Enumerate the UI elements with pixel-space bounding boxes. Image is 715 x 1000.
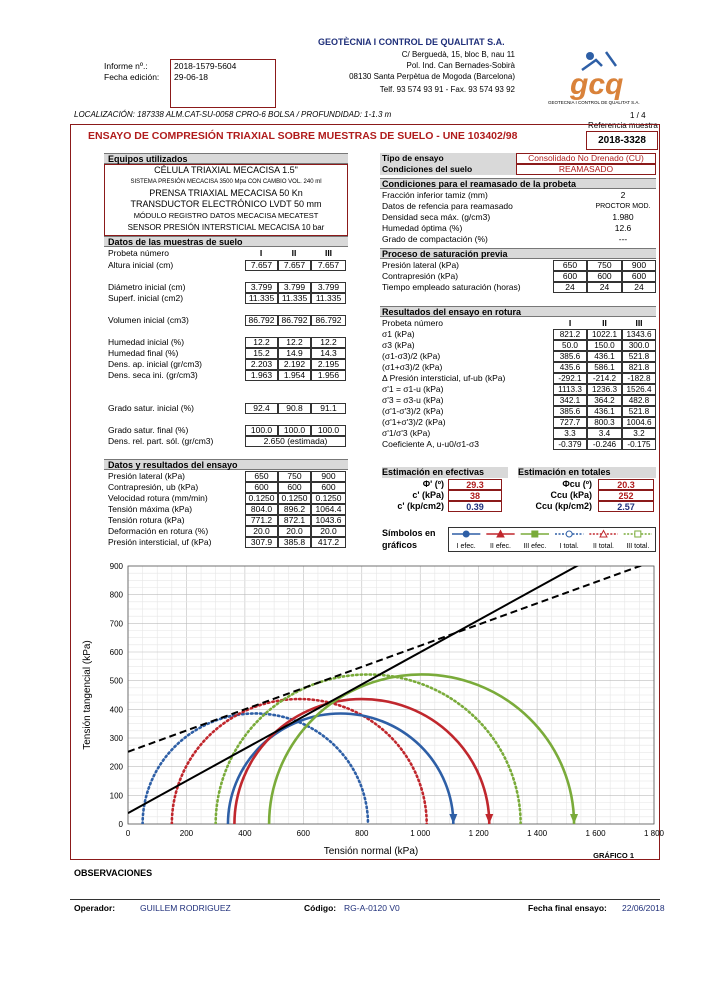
row-label: Tensión máxima (kPa) bbox=[108, 504, 193, 514]
company-address-3: 08130 Santa Perpètua de Mogoda (Barcelona) bbox=[349, 72, 515, 81]
x-tick-label: 1 600 bbox=[585, 829, 606, 838]
legend-item bbox=[589, 531, 617, 551]
informe-label: Informe nº.: bbox=[104, 61, 148, 71]
value-cell: 1.980 bbox=[590, 212, 656, 223]
legend-marker bbox=[463, 531, 469, 537]
row-label: Tiempo empleado saturación (horas) bbox=[382, 282, 521, 292]
value-cell: 11.335 bbox=[245, 293, 278, 304]
mohr-chart-svg bbox=[74, 560, 665, 860]
x-tick-label: 400 bbox=[238, 829, 252, 838]
total-value: 20.3 bbox=[598, 479, 654, 490]
x-tick-label: 1 000 bbox=[410, 829, 431, 838]
estimacion-section bbox=[380, 467, 656, 517]
legend-item bbox=[452, 531, 480, 550]
value-cell: 436.1 bbox=[587, 351, 622, 362]
equipo-item: MÓDULO REGISTRO DATOS MECACISA MECATEST bbox=[133, 211, 319, 220]
efectiva-value: 38 bbox=[448, 490, 502, 501]
ensayo-section bbox=[104, 459, 348, 554]
legend-label: III efec. bbox=[523, 543, 547, 550]
value-cell: 20.0 bbox=[278, 526, 311, 537]
row-label: Humedad final (%) bbox=[108, 348, 179, 358]
legend-item bbox=[555, 531, 583, 550]
value-cell: 771.2 bbox=[245, 515, 278, 526]
logo-icon bbox=[556, 42, 656, 106]
row-label: σ3 (kPa) bbox=[382, 340, 415, 350]
col-header-iii: III bbox=[324, 248, 333, 258]
row-label: (σ'1+σ'3)/2 (kPa) bbox=[382, 417, 446, 427]
mohr-chart bbox=[74, 560, 665, 860]
row-label: σ'1 = σ1-u (kPa) bbox=[382, 384, 444, 394]
company-name: GEOTÈCNIA I CONTROL DE QUALITAT S.A. bbox=[318, 37, 505, 47]
legend-marker bbox=[532, 531, 538, 537]
codigo-value: RG-A-0120 V0 bbox=[344, 903, 400, 913]
row-label: Presión intersticial, uf (kPa) bbox=[108, 537, 212, 547]
tipo-value: Consolidado No Drenado (CU) bbox=[516, 153, 656, 164]
x-tick-label: 200 bbox=[179, 829, 194, 838]
value-cell: 1526.4 bbox=[622, 384, 656, 395]
value-cell: 750 bbox=[278, 471, 311, 482]
value-cell: 1236.3 bbox=[587, 384, 622, 395]
circle-end-marker bbox=[449, 814, 457, 824]
legend-label: I total. bbox=[559, 543, 579, 550]
row-label: Densidad seca máx. (g/cm3) bbox=[382, 212, 491, 222]
chart-caption: GRÁFICO 1 bbox=[593, 851, 634, 860]
footer-rule bbox=[70, 899, 660, 900]
value-cell: 3.3 bbox=[553, 428, 587, 439]
company-address-2: Pol. Ind. Can Bernades-Sobirà bbox=[406, 61, 515, 70]
value-cell: 12.2 bbox=[278, 337, 311, 348]
total-value: 2.57 bbox=[598, 501, 654, 512]
value-cell: 86.792 bbox=[311, 315, 346, 326]
efectivas-title: Estimación en efectivas bbox=[382, 467, 508, 478]
value-cell: 900 bbox=[622, 260, 656, 271]
value-cell: --- bbox=[590, 234, 656, 245]
value-cell: 600 bbox=[278, 482, 311, 493]
rotura-probeta-label: Probeta número bbox=[382, 318, 443, 328]
value-cell: 150.0 bbox=[587, 340, 622, 351]
value-cell: 7.657 bbox=[311, 260, 346, 271]
y-tick-label: 0 bbox=[118, 820, 123, 829]
legend-item bbox=[624, 531, 652, 550]
row-label: (σ1-σ3)/2 (kPa) bbox=[382, 351, 441, 361]
value-cell: 3.2 bbox=[622, 428, 656, 439]
value-cell: 750 bbox=[587, 260, 622, 271]
value-cell: 1043.6 bbox=[311, 515, 346, 526]
simbolos-section bbox=[380, 527, 656, 553]
row-label: Δ Presión intersticial, uf-ub (kPa) bbox=[382, 373, 506, 383]
value-cell: 12.2 bbox=[245, 337, 278, 348]
value-cell: 92.4 bbox=[245, 403, 278, 414]
value-cell: 2.203 bbox=[245, 359, 278, 370]
mohr-circle-effective bbox=[269, 674, 574, 824]
legend-label: II efec. bbox=[489, 543, 512, 550]
value-cell: 100.0 bbox=[311, 425, 346, 436]
value-cell: -214.2 bbox=[587, 373, 622, 384]
fecha-final-label: Fecha final ensayo: bbox=[528, 903, 607, 913]
row-label: Humedad óptima (%) bbox=[382, 223, 463, 233]
legend-label: II total. bbox=[592, 543, 615, 550]
fecha-edicion-label: Fecha edición: bbox=[104, 72, 160, 82]
y-tick-label: 700 bbox=[109, 619, 123, 629]
ensayo-title: Datos y resultados del ensayo bbox=[104, 459, 348, 470]
value-cell: 521.8 bbox=[622, 351, 656, 362]
circle-end-marker bbox=[485, 814, 493, 824]
value-cell: 11.335 bbox=[278, 293, 311, 304]
row-label: Grado de compactación (%) bbox=[382, 234, 488, 244]
report-title: ENSAYO DE COMPRESIÓN TRIAXIAL SOBRE MUESTRAS DE SUELO - UNE 103402/98 bbox=[88, 130, 518, 142]
value-cell: 15.2 bbox=[245, 348, 278, 359]
value-cell: 90.8 bbox=[278, 403, 311, 414]
mohr-circle-total bbox=[216, 674, 521, 824]
value-cell: 521.8 bbox=[622, 406, 656, 417]
value-cell: 1004.6 bbox=[622, 417, 656, 428]
efectiva-value: 0.39 bbox=[448, 501, 502, 512]
row-label: Dens. ap. inicial (gr/cm3) bbox=[108, 359, 203, 369]
col-header-ii: II bbox=[291, 248, 297, 258]
tipo-label: Tipo de ensayo bbox=[382, 153, 444, 163]
efectiva-value: 29.3 bbox=[448, 479, 502, 490]
legend-marker bbox=[635, 531, 641, 537]
row-label: Datos de refencia para reamasado bbox=[382, 201, 513, 211]
value-cell: 91.1 bbox=[311, 403, 346, 414]
equipos-section bbox=[104, 153, 348, 236]
value-cell: 342.1 bbox=[553, 395, 587, 406]
rotura-col-ii: II bbox=[602, 318, 607, 328]
value-cell: 600 bbox=[587, 271, 622, 282]
row-label: Coeficiente A, u-u0/σ1-σ3 bbox=[382, 439, 479, 449]
condiciones-label: Condiciones del suelo bbox=[382, 164, 473, 174]
y-tick-label: 100 bbox=[109, 791, 123, 801]
value-cell: 435.6 bbox=[553, 362, 587, 373]
value-cell: 1113.3 bbox=[553, 384, 587, 395]
x-tick-label: 800 bbox=[355, 829, 369, 838]
fecha-final-value: 22/06/2018 bbox=[622, 903, 665, 913]
value-cell: -182.8 bbox=[622, 373, 656, 384]
value-cell: 2.195 bbox=[311, 359, 346, 370]
value-cell: 1.963 bbox=[245, 370, 278, 381]
value-cell: 417.2 bbox=[311, 537, 346, 548]
equipo-item: TRANSDUCTOR ELECTRÓNICO LVDT 50 mm bbox=[130, 199, 322, 209]
saturacion-section bbox=[380, 248, 656, 296]
value-cell: 821.2 bbox=[553, 329, 587, 340]
x-axis-label: Tensión normal (kPa) bbox=[323, 846, 419, 857]
reamasado-title: Condiciones para el reamasado de la probeta bbox=[380, 178, 656, 189]
simbolos-legend bbox=[448, 527, 656, 552]
value-cell: 650 bbox=[553, 260, 587, 271]
value-cell: 385.6 bbox=[553, 406, 587, 417]
efectiva-label: c' (kPa) bbox=[412, 490, 444, 500]
value-cell: 0.1250 bbox=[311, 493, 346, 504]
rotura-col-i: I bbox=[568, 318, 572, 328]
equipo-item: SENSOR PRESIÓN INTERSTICIAL MECACISA 10 bar bbox=[127, 223, 325, 232]
x-tick-label: 0 bbox=[125, 829, 131, 838]
page-number: 1 / 4 bbox=[630, 111, 646, 120]
value-cell: 1343.6 bbox=[622, 329, 656, 340]
codigo-label: Código: bbox=[304, 903, 337, 913]
value-cell: 821.8 bbox=[622, 362, 656, 373]
equipo-item: PRENSA TRIAXIAL MECACISA 50 Kn bbox=[149, 188, 303, 198]
legend-label: III total. bbox=[626, 543, 650, 550]
value-cell: 600 bbox=[311, 482, 346, 493]
value-cell: 50.0 bbox=[553, 340, 587, 351]
legend-item bbox=[486, 531, 514, 551]
value-cell: 900 bbox=[311, 471, 346, 482]
y-tick-label: 600 bbox=[109, 648, 123, 657]
row-label: Presión lateral (kPa) bbox=[382, 260, 460, 270]
efectiva-label: c' (kp/cm2) bbox=[397, 501, 444, 511]
value-cell: 1.954 bbox=[278, 370, 311, 381]
row-label: Contrapresión, ub (kPa) bbox=[108, 482, 199, 492]
row-label: Dens. seca ini. (gr/cm3) bbox=[108, 370, 198, 380]
y-tick-label: 300 bbox=[109, 734, 123, 743]
legend-label: I efec. bbox=[456, 543, 476, 550]
value-cell: 20.0 bbox=[311, 526, 346, 537]
value-cell: 86.792 bbox=[278, 315, 311, 326]
row-label: (σ'1-σ'3)/2 (kPa) bbox=[382, 406, 444, 416]
row-label: Superf. inicial (cm2) bbox=[108, 293, 184, 303]
logo-text: gcq bbox=[570, 68, 624, 101]
value-cell: 11.335 bbox=[311, 293, 346, 304]
value-cell: 307.9 bbox=[245, 537, 278, 548]
value-cell: 12.2 bbox=[311, 337, 346, 348]
mohr-circle-total bbox=[143, 713, 368, 824]
row-label: Volumen inicial (cm3) bbox=[108, 315, 189, 325]
total-value: 252 bbox=[598, 490, 654, 501]
ref-value: 2018-3328 bbox=[586, 131, 658, 150]
y-tick-label: 200 bbox=[109, 762, 123, 772]
row-label: σ'1/σ'3 (kPa) bbox=[382, 428, 431, 438]
y-tick-label: 500 bbox=[109, 676, 123, 686]
value-cell: 364.2 bbox=[587, 395, 622, 406]
row-label: Tensión rotura (kPa) bbox=[108, 515, 185, 525]
value-cell: 2.192 bbox=[278, 359, 311, 370]
company-address-1: C/ Berguedà, 15, bloc B, nau 11 bbox=[401, 50, 515, 59]
row-label: Deformación en rotura (%) bbox=[108, 526, 209, 536]
logo-caption: GEOTECNIA I CONTROL DE QUALITAT S.A. bbox=[548, 100, 640, 105]
row-label: Diámetro inicial (cm) bbox=[108, 282, 186, 292]
condiciones-value: REAMASADO bbox=[516, 164, 656, 175]
equipos-title: Equipos utilizados bbox=[104, 153, 348, 164]
simbolos-title-2: gráficos bbox=[382, 540, 418, 550]
value-cell: 300.0 bbox=[622, 340, 656, 351]
row-label: Contrapresión (kPa) bbox=[382, 271, 459, 281]
legend-graphics bbox=[449, 528, 655, 551]
value-cell: 100.0 bbox=[278, 425, 311, 436]
x-tick-label: 1 800 bbox=[643, 829, 665, 838]
equipos-list bbox=[104, 164, 348, 236]
fecha-edicion-value: 29-06-18 bbox=[174, 72, 209, 82]
efectiva-label: Φ' (º) bbox=[422, 479, 444, 489]
dens-part-label: Dens. rel. part. sól. (gr/cm3) bbox=[108, 436, 214, 446]
value-cell: -0.246 bbox=[587, 439, 622, 450]
value-cell: -292.1 bbox=[553, 373, 587, 384]
ref-label: Referencia muestra bbox=[588, 121, 658, 130]
value-cell: 24 bbox=[622, 282, 656, 293]
value-cell: 650 bbox=[245, 471, 278, 482]
value-cell: 1022.1 bbox=[587, 329, 622, 340]
value-cell: 804.0 bbox=[245, 504, 278, 515]
saturacion-title: Proceso de saturación previa bbox=[380, 248, 656, 259]
value-cell: 1.956 bbox=[311, 370, 346, 381]
value-cell: 800.3 bbox=[587, 417, 622, 428]
row-label: σ1 (kPa) bbox=[382, 329, 415, 339]
rotura-title: Resultados del ensayo en rotura bbox=[380, 306, 656, 317]
value-cell: 14.3 bbox=[311, 348, 346, 359]
row-label: Presión lateral (kPa) bbox=[108, 471, 186, 481]
value-cell: 385.6 bbox=[553, 351, 587, 362]
value-cell: 24 bbox=[587, 282, 622, 293]
x-tick-label: 1 400 bbox=[527, 829, 548, 838]
value-cell: 3.4 bbox=[587, 428, 622, 439]
total-label: Ccu (kp/cm2) bbox=[535, 501, 592, 511]
observaciones-label: OBSERVACIONES bbox=[74, 868, 153, 878]
value-cell: 600 bbox=[553, 271, 587, 282]
row-label: Velocidad rotura (mm/min) bbox=[108, 493, 208, 503]
value-cell: 0.1250 bbox=[245, 493, 278, 504]
value-cell: -0.175 bbox=[622, 439, 656, 450]
equipo-item: SISTEMA PRESIÓN MECACISA 3500 Mpa CON CAMBIO VOL. 240 ml bbox=[130, 179, 322, 185]
operador-value: GUILLEM RODRIGUEZ bbox=[140, 903, 231, 913]
value-cell: 3.799 bbox=[311, 282, 346, 293]
simbolos-title-1: Símbolos en bbox=[382, 528, 436, 538]
dens-part-value: 2.650 (estimada) bbox=[245, 436, 346, 447]
rotura-section bbox=[380, 306, 656, 456]
tipo-section bbox=[380, 153, 656, 177]
row-label: σ'3 = σ3-u (kPa) bbox=[382, 395, 444, 405]
value-cell: 3.799 bbox=[278, 282, 311, 293]
company-phone: Telf. 93 574 93 91 - Fax. 93 574 93 92 bbox=[379, 85, 515, 94]
row-label: Humedad inicial (%) bbox=[108, 337, 185, 347]
value-cell: 482.8 bbox=[622, 395, 656, 406]
value-cell: 1064.4 bbox=[311, 504, 346, 515]
muestras-section bbox=[104, 236, 348, 458]
row-label: Fracción inferior tamiz (mm) bbox=[382, 190, 488, 200]
x-tick-label: 1 200 bbox=[468, 829, 489, 838]
legend-marker bbox=[566, 531, 572, 537]
value-cell: 2 bbox=[590, 190, 656, 201]
col-header-i: I bbox=[259, 248, 263, 258]
informe-value: 2018-1579-5604 bbox=[174, 61, 237, 71]
value-cell: 872.1 bbox=[278, 515, 311, 526]
value-cell: 12.6 bbox=[590, 223, 656, 234]
y-axis-label: Tensión tangencial (kPa) bbox=[82, 640, 93, 750]
legend-item bbox=[521, 531, 549, 550]
value-cell: 20.0 bbox=[245, 526, 278, 537]
total-label: Ccu (kPa) bbox=[550, 490, 592, 500]
y-tick-label: 900 bbox=[109, 562, 123, 571]
y-tick-label: 400 bbox=[109, 705, 123, 715]
localizacion: LOCALIZACIÓN: 187338 ALM.CAT-SU-0058 CPRO-6 BOLSA / PROFUNDIDAD: 1-1.3 m bbox=[74, 110, 392, 119]
value-cell: 436.1 bbox=[587, 406, 622, 417]
rotura-col-iii: III bbox=[635, 318, 643, 328]
value-cell: 896.2 bbox=[278, 504, 311, 515]
operador-label: Operador: bbox=[74, 903, 116, 913]
circle-end-marker bbox=[570, 814, 578, 824]
total-label: Φcu (º) bbox=[562, 479, 592, 489]
equipo-item: CÉLULA TRIAXIAL MECACISA 1.5" bbox=[154, 165, 298, 175]
value-cell: 3.799 bbox=[245, 282, 278, 293]
value-cell: 586.1 bbox=[587, 362, 622, 373]
probeta-label: Probeta número bbox=[108, 248, 169, 258]
value-cell: PROCTOR MOD. bbox=[590, 201, 656, 212]
row-label: Grado satur. final (%) bbox=[108, 425, 189, 435]
value-cell: 14.9 bbox=[278, 348, 311, 359]
y-tick-label: 800 bbox=[109, 590, 123, 600]
x-tick-label: 600 bbox=[296, 829, 311, 838]
value-cell: 7.657 bbox=[278, 260, 311, 271]
value-cell: 600 bbox=[245, 482, 278, 493]
row-label: (σ1+σ3)/2 (kPa) bbox=[382, 362, 443, 372]
row-label: Grado satur. inicial (%) bbox=[108, 403, 194, 413]
value-cell: 600 bbox=[622, 271, 656, 282]
value-cell: 24 bbox=[553, 282, 587, 293]
value-cell: -0.379 bbox=[553, 439, 587, 450]
muestras-title: Datos de las muestras de suelo bbox=[104, 236, 348, 247]
value-cell: 0.1250 bbox=[278, 493, 311, 504]
company-logo bbox=[548, 42, 656, 106]
value-cell: 727.7 bbox=[553, 417, 587, 428]
row-label: Altura inicial (cm) bbox=[108, 260, 174, 270]
mohr-circle-effective bbox=[228, 713, 453, 824]
value-cell: 7.657 bbox=[245, 260, 278, 271]
value-cell: 100.0 bbox=[245, 425, 278, 436]
reamasado-section bbox=[380, 178, 656, 248]
value-cell: 385.8 bbox=[278, 537, 311, 548]
totales-title: Estimación en totales bbox=[518, 467, 656, 478]
value-cell: 86.792 bbox=[245, 315, 278, 326]
